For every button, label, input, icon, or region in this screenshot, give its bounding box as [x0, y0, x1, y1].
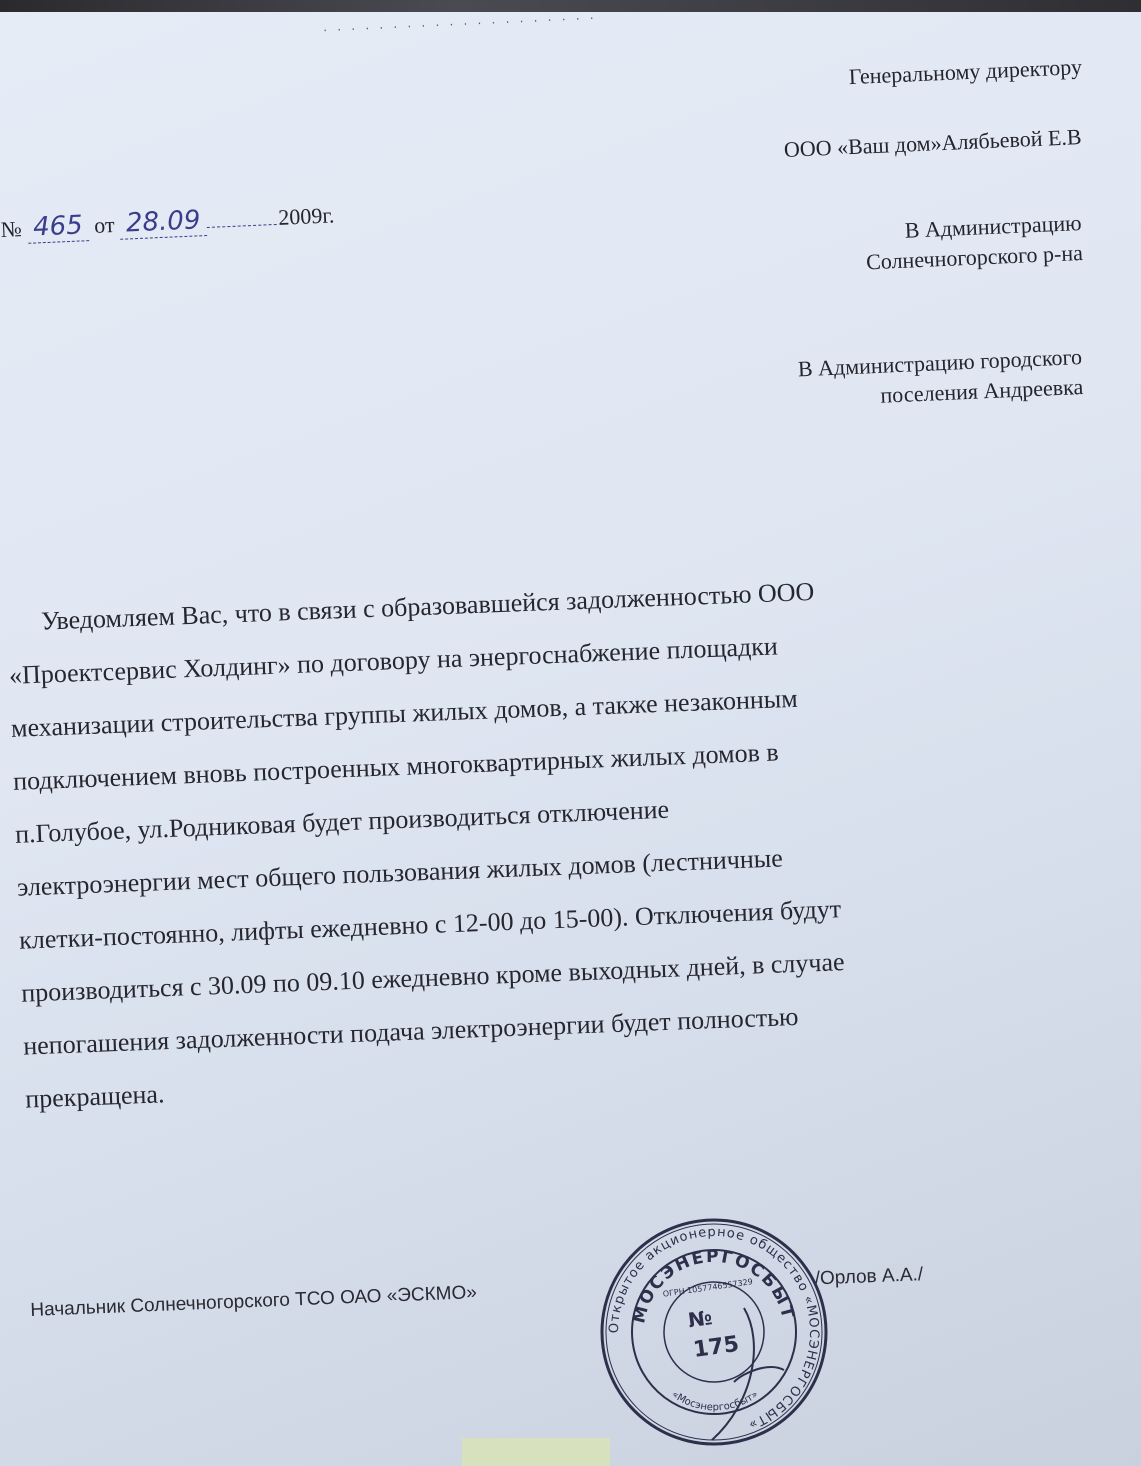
stamp-small-text: «Мосэнергосбыт»	[669, 1388, 761, 1414]
body-line: механизации строительства группы жилых домов, а также незаконным	[10, 683, 799, 743]
dark-top-edge	[0, 0, 1141, 12]
stamp-registration: ОГРН 1057746557329	[662, 1277, 754, 1299]
round-seal-stamp	[594, 1212, 834, 1452]
ref-date-underline	[207, 224, 277, 228]
addressee-settlement-admin	[797, 342, 1084, 414]
addressee-line-3: В Администрацию	[904, 209, 1083, 243]
stamp-number-label: №	[686, 1305, 714, 1333]
ref-number-prefix: №	[0, 216, 23, 242]
body-line: прекращена.	[24, 1079, 165, 1114]
letter-body	[6, 555, 1106, 1126]
body-line: п.Голубое, ул.Родниковая будет производиться отключение	[14, 794, 670, 849]
stamp-number: 175	[691, 1331, 741, 1363]
addressee-line-5: В Администрацию городского	[797, 343, 1083, 382]
ref-date-handwritten: 28.09	[119, 205, 207, 240]
signature-block	[30, 1261, 990, 1322]
signatory-title: Начальник Солнечногорского ТСО ОАО «ЭСКМО»	[30, 1282, 478, 1321]
stamp-outer-text: Открытое акционерное общество «МОСЭНЕРГОСБЫТ»	[606, 1224, 822, 1433]
addressee-line-2: ООО «Ваш дом»Алябьевой Е.В	[783, 123, 1083, 162]
sticky-note-fragment	[462, 1438, 610, 1466]
addressee-company	[783, 122, 1082, 165]
reference-line	[0, 199, 335, 245]
addressee-director	[848, 52, 1082, 92]
body-line: производиться с 30.09 по 09.10 ежедневно кроме выходных дней, в случае	[20, 947, 846, 1008]
addressee-line-6: поселения Андреевка	[879, 373, 1084, 408]
stamp-inner-text: МОСЭНЕРГОСБЫТ	[629, 1246, 798, 1326]
signatory-name: /Орлов А.А./	[814, 1264, 924, 1290]
ref-number-handwritten: 465	[26, 210, 89, 244]
addressee-line-1: Генеральному директору	[848, 53, 1083, 90]
body-line: Уведомляем Вас, что в связи с образовавшейся задолженностью ООО	[40, 576, 815, 636]
addressee-line-4: Солнечногорского р-на	[865, 239, 1084, 275]
faded-header-line: · · · · · · · · · · · · · · · · · · · ·	[322, 13, 597, 37]
addressee-district-admin	[864, 208, 1083, 277]
ref-year: 2009г.	[277, 202, 335, 230]
body-line: «Проектсервис Холдинг» по договору на энергоснабжение площадки	[8, 631, 779, 690]
ref-from-label: от	[93, 212, 116, 238]
body-line: электроэнергии мест общего пользования жилых домов (лестничные	[16, 843, 784, 902]
body-line: клетки-постоянно, лифты ежедневно с 12-00 до 15-00). Отключения будут	[18, 894, 842, 955]
body-line: непогашения задолженности подача электроэнергии будет полностью	[22, 1001, 799, 1061]
body-line: подключением вновь построенных многоквартирных жилых домов в	[12, 737, 780, 796]
